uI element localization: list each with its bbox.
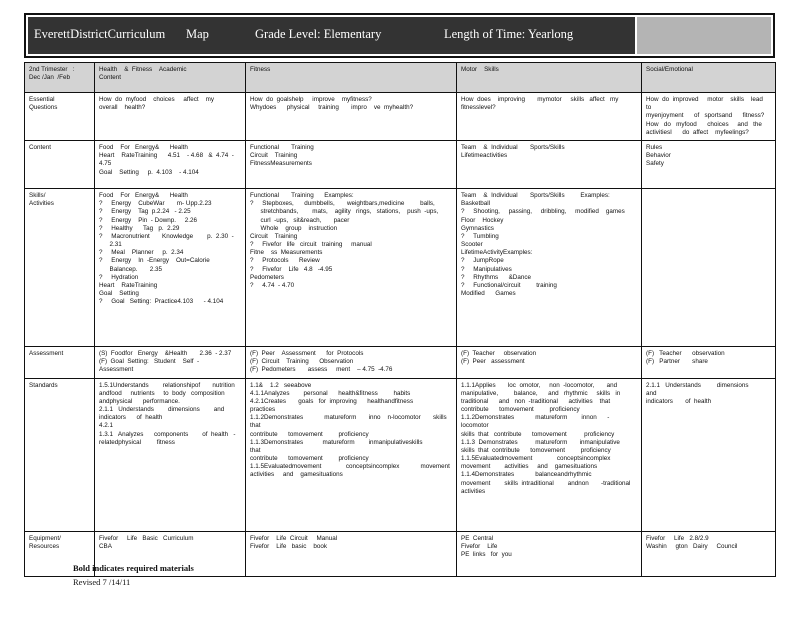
curriculum-header	[24, 13, 775, 58]
cell-line: ? JumpRope	[461, 257, 504, 265]
cell-line: movement activities and gamesituations	[461, 463, 598, 471]
table-row-standards	[25, 378, 776, 531]
cell-line: Safety	[646, 160, 664, 168]
curriculum-table	[24, 62, 776, 577]
cell-line: ? Healthy Tag p. 2.29	[99, 224, 180, 232]
cell-line: indicators of health	[99, 414, 163, 422]
cell-line: ? Manipulatives	[461, 265, 512, 273]
cell-line: ? Tumbling	[461, 232, 499, 240]
cell-line: ? Protocols Review	[250, 257, 320, 265]
table-cell	[457, 347, 642, 379]
cell-line: LifetimeActivityExamples:	[461, 249, 533, 257]
cell-line: ? Fivefor Life 4.8 -4.95	[250, 265, 333, 273]
table-cell	[246, 141, 457, 189]
table-cell	[246, 378, 457, 531]
cell-line: Washin gton Dairy Council	[646, 542, 738, 550]
cell-line: Food For Energy& Health	[99, 144, 188, 151]
column-header-social-emotional: Social/Emotional	[642, 63, 776, 93]
header-grade-level: Grade Level: Elementary	[255, 27, 382, 41]
cell-line: manipulative, balance, and rhythmic skills in	[461, 389, 621, 397]
cell-line: 1.5.1Understands relationshipof nutrition	[99, 381, 235, 389]
cell-line: fitnesslevel?	[461, 104, 496, 112]
cell-line: Behavior	[646, 152, 671, 160]
cell-line: How do goalshelp improve myfitness?	[250, 96, 372, 103]
table-cell	[457, 189, 642, 347]
cell-line: ? Rhythms &Dance	[461, 273, 531, 281]
cell-line: 2.1.1 Understands dimensions and	[99, 406, 225, 414]
cell-line: 1.1.1Applies loc omotor, non -locomotor, and	[461, 381, 618, 389]
cell-line: Rules	[646, 144, 663, 151]
table-cell	[642, 378, 776, 531]
cell-line: ? Energy CubeWar m- Upp.2.23	[99, 200, 212, 208]
table-cell	[246, 531, 457, 576]
table-cell	[95, 189, 246, 347]
cell-line: 1.1& 1.2 seeabove	[250, 381, 312, 389]
cell-line: Lifetimeactivities	[461, 152, 508, 160]
cell-line: Circuit Training	[250, 152, 298, 160]
table-cell	[246, 347, 457, 379]
row-label-content: Content	[25, 141, 95, 189]
column-header-motor-skills: Motor Skills	[457, 63, 642, 93]
cell-line: How does improving mymotor skills affect my	[461, 96, 619, 103]
row-label-skills-activities: Skills/ Activities	[25, 189, 95, 347]
cell-line: (F) Peer Assessment for Protocols	[250, 350, 364, 357]
cell-line: PE links for you	[461, 550, 512, 558]
cell-line: Food For Energy& Health	[99, 192, 188, 199]
table-cell	[457, 531, 642, 576]
cell-line: 1.1.3Demonstrates matureform inmanipulativeskills that	[250, 438, 442, 454]
row-label-equipment-resources: Equipment/ Resources	[25, 531, 95, 576]
cell-line: Heart RateTraining 4.51 - 4.68 & 4.74 -	[99, 152, 234, 160]
cell-line: Scooter	[461, 241, 483, 249]
cell-line: Team & Individual Sports/Skills Examples:	[461, 192, 610, 199]
cell-line: (F) Pedometers assess ment – 4.75 -4.76	[250, 366, 393, 374]
cell-line: ? Energy In -Energy Out=Calorie	[99, 257, 210, 265]
cell-line: activities and gamesituations	[250, 471, 343, 479]
cell-line: contribute tomovement proficiency	[250, 430, 369, 438]
column-header-health-fitness: Health & Fitness Academic Content	[95, 63, 246, 93]
cell-line: ? Functional/circuit training	[461, 281, 557, 289]
cell-line: Fitne ss Measurements	[250, 249, 323, 257]
header-gray-block	[637, 17, 771, 54]
cell-line: 2.1.1 Understands dimensions and	[646, 381, 765, 397]
table-cell	[642, 531, 776, 576]
cell-line: ? Energy Tag p.2.24 - 2.25	[99, 208, 191, 216]
cell-line: Modified Games	[461, 290, 516, 298]
cell-line: Gymnastics	[461, 224, 494, 232]
table-cell	[246, 189, 457, 347]
cell-line: Heart RateTraining	[99, 281, 158, 289]
cell-line: ? Macronutrient Knowledge p. 2.30 -	[99, 232, 234, 240]
table-cell	[457, 141, 642, 189]
cell-line: ? Energy Pin - Downp. 2.26	[99, 216, 197, 224]
cell-line: ? Stepboxes, dumbbells, weightbars,medicine balls,	[250, 200, 435, 208]
cell-line: Basketball	[461, 200, 491, 208]
table-cell	[95, 141, 246, 189]
table-cell	[642, 93, 776, 141]
cell-line: 1.1.5Evaluatedmovement conceptsincomplex movement	[250, 463, 450, 471]
cell-line: ? 4.74 - 4.70	[250, 281, 295, 289]
cell-line: ? Shooting, passing, dribbling, modified games	[461, 208, 625, 216]
cell-line: Fivefor Life Circuit Manual	[250, 534, 338, 542]
table-row-content	[25, 141, 776, 189]
revised-date: Revised 7 /14/11	[73, 577, 131, 587]
cell-line: Functional Training	[250, 144, 314, 151]
cell-line: 1.1.4Demonstrates balanceandrhythmic	[461, 471, 592, 479]
cell-line: 4.2.1	[99, 422, 114, 430]
cell-line: Floor Hockey	[461, 216, 504, 224]
table-cell	[642, 189, 776, 347]
cell-line: ? Goal Setting: Practice4.103 - 4.104	[99, 298, 224, 306]
table-header-row	[25, 63, 776, 93]
table-cell	[95, 378, 246, 531]
cell-line: curl -ups, sit&reach, pacer	[250, 216, 350, 224]
cell-line: (F) Goal Setting: Student Self -	[99, 358, 200, 366]
cell-line: movement skills intraditional andnon -traditional	[461, 479, 631, 487]
table-cell	[246, 93, 457, 141]
cell-line: skills that contribute tomovement proficiency	[461, 446, 611, 454]
cell-line: 2.31	[99, 241, 122, 249]
cell-line: 4.2.1Creates goals for improving healthandfitness	[250, 397, 414, 405]
cell-line: ? Fivefor life circuit training manual	[250, 241, 372, 249]
cell-line: Fivefor Life	[461, 542, 498, 550]
cell-line: ? Meal Planner p. 2.34	[99, 249, 184, 257]
table-cell	[95, 347, 246, 379]
cell-line: Circuit Training	[250, 232, 298, 240]
cell-line: overall health?	[99, 104, 146, 112]
table-row-essential-questions	[25, 93, 776, 141]
cell-line: Goal Setting	[99, 290, 139, 298]
cell-line: traditional and non -traditional activities that	[461, 397, 611, 405]
cell-line: Functional Training Examples:	[250, 192, 354, 199]
cell-line: myenjoyment of sportsand fitness?	[646, 112, 765, 120]
cell-line: skills that contribute tomovement proficiency	[461, 430, 615, 438]
cell-line: (F) Teacher observation	[646, 350, 725, 357]
cell-line: Fivefor Life 2.8/2.9	[646, 534, 709, 542]
table-cell	[457, 93, 642, 141]
cell-line: Fivefor Life Basic Curriculum	[99, 534, 194, 542]
cell-line: FitnessMeasurements	[250, 160, 312, 168]
cell-line: 4.75	[99, 160, 112, 168]
cell-line: activitiesI do affect myfeelings?	[646, 128, 749, 136]
cell-line: (F) Peer assessment	[461, 358, 525, 366]
cell-line: How do myfood choices and the	[646, 120, 762, 128]
cell-line: (F) Teacher observation	[461, 350, 537, 357]
header-map: Map	[186, 27, 209, 41]
table-cell	[457, 378, 642, 531]
table-row-assessment	[25, 347, 776, 379]
cell-line: (F) Circuit Training Observation	[250, 358, 354, 366]
cell-line: activities	[461, 487, 486, 495]
cell-line: indicators of health	[646, 397, 712, 405]
cell-line: Assessment	[99, 366, 134, 374]
header-length-of-time: Length of Time: Yearlong	[444, 27, 574, 41]
cell-line: 1.1.2Demonstrates matureform inno n-locomotor skills that	[250, 414, 451, 430]
cell-line: Balancep. 2.35	[99, 265, 163, 273]
column-header-fitness: Fitness	[246, 63, 457, 93]
cell-line: PE Central	[461, 534, 494, 542]
cell-line: relatedphysical fitness	[99, 438, 175, 446]
cell-line: 1.1.3 Demonstrates matureform inmanipulative	[461, 438, 620, 446]
cell-line: Team & Individual Sports/Skills	[461, 144, 565, 151]
table-row-skills-activities	[25, 189, 776, 347]
cell-line: How do myfood choices affect my	[99, 96, 215, 103]
cell-line: 4.1.1Analyzes personal health&fitness habits	[250, 389, 411, 397]
cell-line: stretchbands, mats, agility rings, stations, push -ups,	[250, 208, 439, 216]
cell-line: Whole group instruction	[250, 224, 338, 232]
cell-line: CBA	[99, 542, 112, 550]
cell-line: 1.1.2Demonstrates matureform innon -locomotor	[461, 414, 610, 430]
table-cell	[642, 141, 776, 189]
cell-line: (F) Partner share	[646, 358, 708, 366]
cell-line: Whydoes physical training impro ve myhealth?	[250, 104, 414, 112]
cell-line: How do improved motor skills lead to	[646, 96, 769, 112]
cell-line: (S) Foodfor Energy &Health 2.36 - 2.37	[99, 350, 232, 357]
cell-line: contribute tomovement proficiency	[461, 406, 580, 414]
bold-indicates-note: Bold indicates required materials	[73, 563, 194, 573]
cell-line: ? Hydration	[99, 273, 139, 281]
table-cell	[642, 347, 776, 379]
column-header-trimester: 2nd Trimester : Dec /Jan /Feb	[25, 63, 95, 93]
cell-line: practices	[250, 406, 276, 414]
cell-line: 1.1.5Evaluatedmovement conceptsincomplex	[461, 455, 611, 463]
table-cell	[95, 93, 246, 141]
row-label-standards: Standards	[25, 378, 95, 531]
cell-line: Fivefor Life basic book	[250, 542, 327, 550]
row-label-essential-questions: Essential Questions	[25, 93, 95, 141]
cell-line: Goal Setting p. 4.103 - 4.104	[99, 168, 199, 176]
cell-line: Pedometers	[250, 273, 284, 281]
header-title-bar	[28, 17, 635, 54]
cell-line: andfood nutrients to body composition	[99, 389, 225, 397]
header-title: EverettDistrictCurriculum	[34, 27, 166, 41]
cell-line: 1.3.1 Analyzes components of health -	[99, 430, 236, 438]
cell-line: contribute tomovement proficiency	[250, 455, 369, 463]
row-label-assessment: Assessment	[25, 347, 95, 379]
cell-line: andphysical performance.	[99, 397, 180, 405]
